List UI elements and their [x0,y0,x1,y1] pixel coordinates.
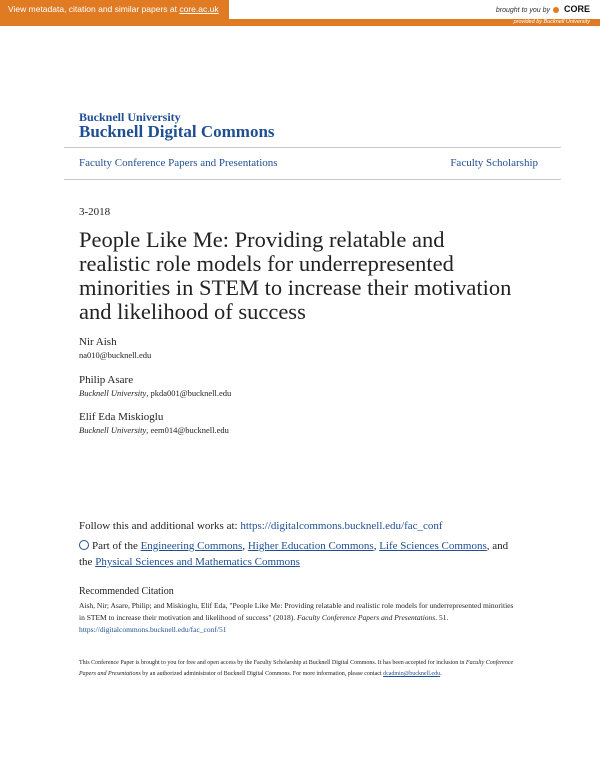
notice-series: Faculty Conference Papers and Presentations [79,660,514,677]
citation-series: Faculty Conference Papers and Presentations [297,613,436,622]
affiliation-text: Bucknell University [79,425,147,435]
commons-network-icon [79,540,89,550]
core-strip [0,19,600,26]
notice-end: . [440,671,442,677]
author-name: Nir Aish [79,336,117,348]
author-email: na010@bucknell.edu [79,350,152,360]
follow-text: Follow this and additional works at: [79,520,241,532]
discipline-link-higher-education[interactable]: Higher Education Commons [247,540,374,552]
author-name: Elif Eda Miskioglu [79,411,164,423]
core-banner [0,0,600,26]
core-branding [496,3,590,17]
author-affiliation: Bucknell University, pkda001@bucknell.edu [79,388,232,398]
core-logo-icon [553,7,559,13]
provided-by: provided by Bucknell University [513,19,590,25]
citation-number: . 51. [435,613,449,622]
core-link[interactable]: core.ac.uk [179,4,219,14]
author-affiliation: Bucknell University, eem014@bucknell.edu [79,425,229,435]
publication-date: 3-2018 [79,206,111,218]
nav-faculty-scholarship-link[interactable]: Faculty Scholarship [450,157,538,169]
author-name: Philip Asare [79,374,134,386]
citation-text [79,600,519,636]
affiliation-text: Bucknell University [79,388,147,398]
partof-the: the [79,556,96,568]
nav-collection-link[interactable]: Faculty Conference Papers and Presentations [79,157,278,169]
partof-prefix: Part of the [92,540,141,552]
discipline-link-engineering[interactable]: Engineering Commons [140,540,243,552]
access-notice [79,658,524,680]
citation-heading: Recommended Citation [79,586,174,597]
core-logo[interactable]: CORE [563,4,590,14]
brought-by-text: brought to you by [495,7,550,14]
university-name: Bucknell University [79,110,181,124]
repository-name[interactable]: Bucknell Digital Commons [79,122,275,141]
discipline-link-life-sciences[interactable]: Life Sciences Commons [379,540,487,552]
contact-email-link[interactable]: dcadmin@bucknell.edu [383,671,441,677]
separator: , [242,540,248,552]
discipline-link-physical-sciences[interactable]: Physical Sciences and Mathematics Commons [95,556,300,568]
core-view-metadata[interactable] [0,0,229,19]
collection-url-link[interactable]: https://digitalcommons.bucknell.edu/fac_conf [240,520,443,532]
author-email: eem014@bucknell.edu [150,425,229,435]
notice-text: This Conference Paper is brought to you for free and open access by the Faculty Scholarship at Bucknell Digital Commons. It has been accepted for inclusion in [79,660,466,666]
citation-main: Aish, Nir; Asare, Philip; and Miskioglu, Elif Eda, "People Like Me: Providing relatable and realistic role models for underrepresented minorities in STEM to increase their motivation and likelihood of success" (2018). [79,601,514,622]
author-email: pkda001@bucknell.edu [150,388,232,398]
part-of-disciplines [79,538,519,570]
notice-text: by an authorized administrator of Bucknell Digital Commons. For more information, please contact [140,671,384,677]
citation-url-link[interactable]: https://digitalcommons.bucknell.edu/fac_conf/51 [79,625,227,634]
separator: , and [486,540,509,552]
separator: , [373,540,380,552]
core-view-text: View metadata, citation and similar papers at [8,4,180,14]
paper-title: People Like Me: Providing relatable and realistic role models for underrepresented minorities in STEM to increase their motivation and likelihood of success [79,227,512,324]
divider-bottom [64,179,561,180]
follow-line [79,520,443,532]
divider-top [64,147,561,148]
